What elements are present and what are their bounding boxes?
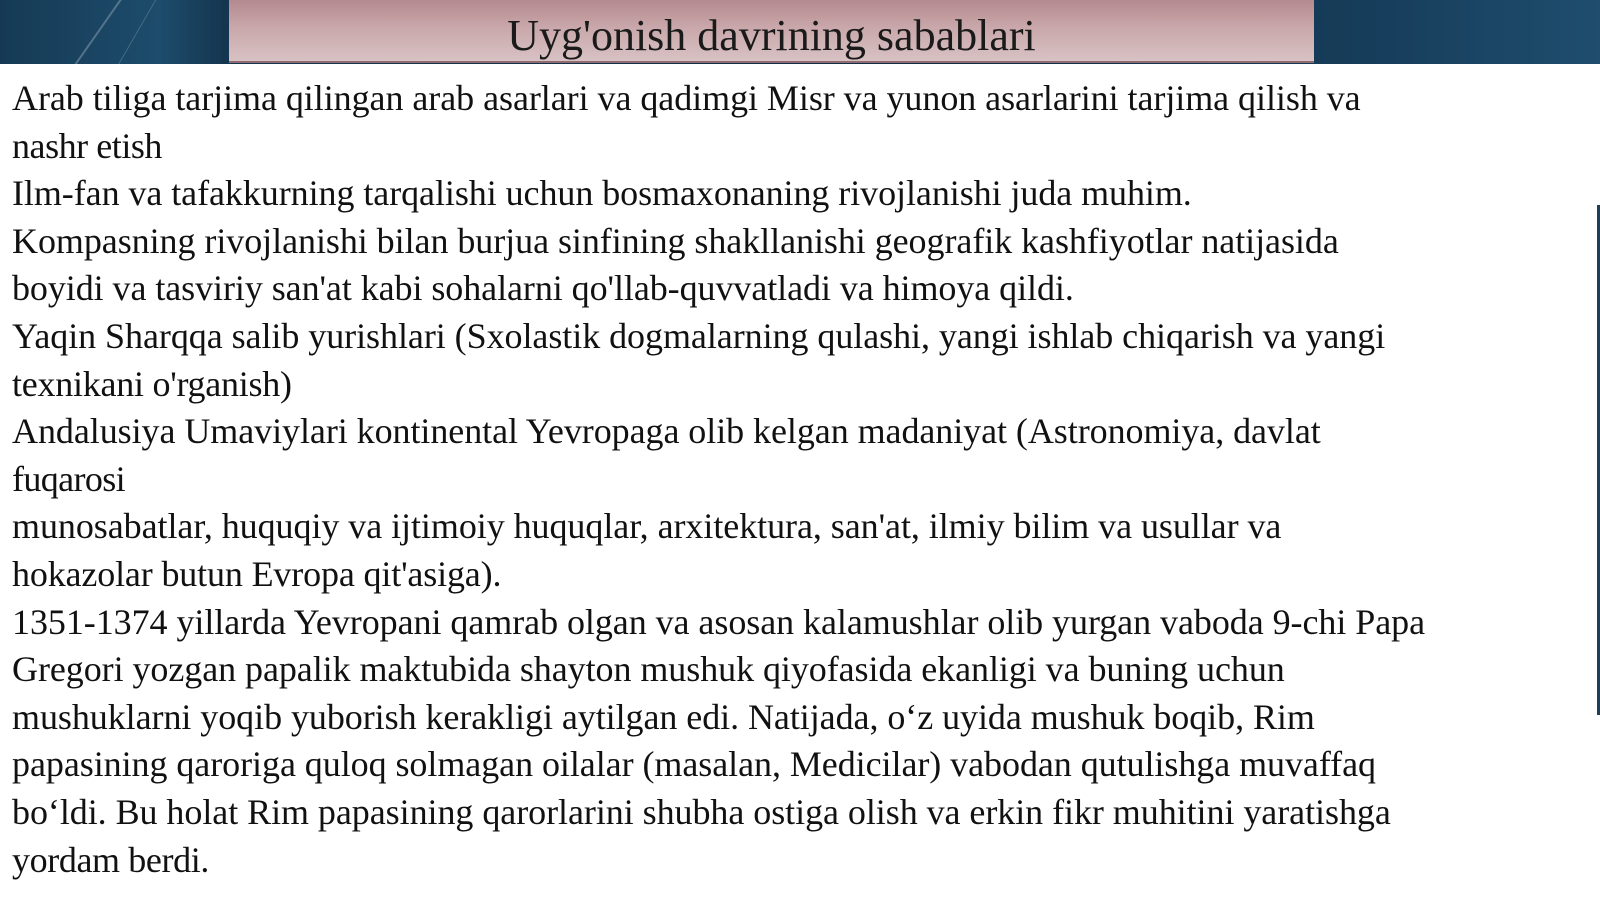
body-line: texnikani o'rganish): [12, 363, 292, 404]
title-bar: [229, 0, 1314, 63]
slide-body: [12, 75, 1592, 884]
body-line: bo‘ldi. Bu holat Rim papasining qarorlarini shubha ostiga olish va erkin fikr muhitini yaratishga: [12, 791, 1391, 832]
body-line: papasining qaroriga quloq solmagan oilalar (masalan, Medicilar) vabodan qutulishga muvaffaq: [12, 744, 1376, 785]
body-line: mushuklarni yoqib yuborish kerakligi aytilgan edi. Natijada, o‘z uyida mushuk boqib, Rim: [12, 696, 1315, 737]
page-title: Uyg'onish davrining sabablari: [507, 11, 1036, 60]
body-line: 1351-1374 yillarda Yevropani qamrab olgan va asosan kalamushlar olib yurgan vaboda 9-chi Papa: [12, 601, 1425, 642]
body-line: yordam berdi.: [12, 839, 209, 880]
body-line: Gregori yozgan papalik maktubida shayton mushuk qiyofasida ekanligi va buning uchun: [12, 649, 1285, 690]
body-line: Ilm-fan va tafakkurning tarqalishi uchun bosmaxonaning rivojlanishi juda muhim.: [12, 173, 1192, 214]
decorative-streak: [108, 0, 164, 64]
decorative-streak: [69, 0, 122, 64]
body-line: Andalusiya Umaviylari kontinental Yevropaga olib kelgan madaniyat (Astronomiya, davlat: [12, 411, 1321, 452]
body-line: nashr etish: [12, 125, 162, 166]
body-line: Yaqin Sharqqa salib yurishlari (Sxolastik dogmalarning qulashi, yangi ishlab chiqarish va yangi: [12, 315, 1386, 356]
body-line: Kompasning rivojlanishi bilan burjua sinfining shakllanishi geografik kashfiyotlar natijasida: [12, 220, 1339, 261]
body-line: hokazolar butun Evropa qit'asiga).: [12, 553, 502, 594]
body-line: munosabatlar, huquqiy va ijtimoiy huquqlar, arxitektura, san'at, ilmiy bilim va usullar va: [12, 506, 1282, 547]
body-line: boyidi va tasviriy san'at kabi sohalarni qo'llab-quvvatladi va himoya qildi.: [12, 268, 1074, 309]
body-line: Arab tiliga tarjima qilingan arab asarlari va qadimgi Misr va yunon asarlarini tarjima qilish va: [12, 78, 1361, 118]
body-line: fuqarosi: [12, 458, 125, 499]
